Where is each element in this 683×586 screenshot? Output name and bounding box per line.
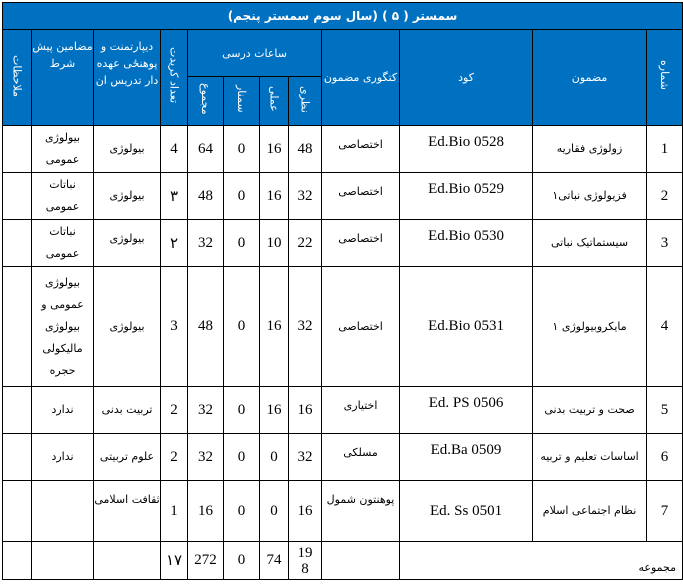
header-seminar: سمنار [224,77,260,126]
row-department: ثقافت اسلامی [94,481,161,542]
totals-department-empty [94,542,161,580]
row-number: 7 [647,481,683,542]
row-subject: نظام اجتماعی اسلام [533,481,647,542]
totals-seminar: 0 [224,542,260,580]
row-credits: ۳ [161,173,188,220]
row-code: Ed.Bio 0528 [400,126,533,173]
row-notes [3,220,32,267]
row-subject: زولوژی فقاریه [533,126,647,173]
table-row [3,220,683,267]
row-prerequisite [32,481,94,542]
row-code: Ed.Bio 0529 [400,173,533,220]
curriculum-table-container [2,2,677,584]
row-seminar: 0 [224,220,260,267]
row-code: Ed.Bio 0531 [400,267,533,387]
row-theory: 32 [289,267,322,387]
row-theory: 22 [289,220,322,267]
row-department: بیولوژی [94,173,161,220]
row-total: 48 [188,267,224,387]
row-credits: 2 [161,434,188,481]
semester-table [2,2,683,580]
row-credits: 1 [161,481,188,542]
row-practical: 10 [260,220,289,267]
row-seminar: 0 [224,173,260,220]
row-notes [3,481,32,542]
table-row [3,434,683,481]
row-category: پوهنتون شمول [322,481,400,542]
row-notes [3,434,32,481]
row-notes [3,126,32,173]
row-credits: 3 [161,267,188,387]
row-subject: اساسات تعلیم و تربیه [533,434,647,481]
table-row [3,173,683,220]
row-total: 32 [188,220,224,267]
row-prerequisite: نباتات عمومی [32,220,94,267]
semester-title: سمستر ( ۵ ) (سال سوم سمستر پنجم) [3,3,683,30]
row-department: بیولوژی [94,126,161,173]
header-hours-group: ساعات درسی [188,30,322,77]
totals-notes-empty [3,542,32,580]
row-subject: صحت و تربیت بدنی [533,387,647,434]
row-theory: 16 [289,387,322,434]
row-category: مسلکی [322,434,400,481]
row-number: 1 [647,126,683,173]
totals-theory: 198 [289,542,322,580]
row-practical: 0 [260,434,289,481]
row-subject: مایکروبیولوژی ۱ [533,267,647,387]
row-notes [3,267,32,387]
row-prerequisite: ندارد [32,434,94,481]
row-category: اختصاصی [322,220,400,267]
row-number: 2 [647,173,683,220]
row-practical: 0 [260,481,289,542]
row-notes [3,387,32,434]
totals-credits: ۱۷ [161,542,188,580]
header-theory: نظری [289,77,322,126]
row-credits: ۲ [161,220,188,267]
row-code: Ed. PS 0506 [400,387,533,434]
row-seminar: 0 [224,126,260,173]
totals-practical: 74 [260,542,289,580]
totals-category-empty [322,542,400,580]
row-practical: 16 [260,126,289,173]
totals-total: 272 [188,542,224,580]
row-category: اختصاصی [322,126,400,173]
row-theory: 32 [289,434,322,481]
row-theory: 32 [289,173,322,220]
row-department: بیولوژی [94,220,161,267]
row-total: 16 [188,481,224,542]
row-department: تربیت بدنی [94,387,161,434]
row-category: اختیاری [322,387,400,434]
totals-prerequisite-empty [32,542,94,580]
row-seminar: 0 [224,434,260,481]
row-prerequisite: نباتات عمومی [32,173,94,220]
row-notes [3,173,32,220]
totals-label: مجموعه [400,542,683,580]
row-number: 3 [647,220,683,267]
row-code: Ed. Ss 0501 [400,481,533,542]
row-prerequisite: بیولوژی عمومی و بیولوژی مالیکولی حجره [32,267,94,387]
row-total: 64 [188,126,224,173]
table-row [3,267,683,387]
row-department: علوم تربیتی [94,434,161,481]
header-subject: مضمون [533,30,647,126]
table-row [3,481,683,542]
header-credits: تعداد کریدت [161,30,188,126]
row-number: 4 [647,267,683,387]
row-subject: سیستماتیک نباتی [533,220,647,267]
row-theory: 48 [289,126,322,173]
header-code: کود [400,30,533,126]
row-category: اختصاصی [322,267,400,387]
header-prerequisite: مضامین پیش شرط [32,30,94,126]
row-number: 6 [647,434,683,481]
table-row [3,387,683,434]
row-code: Ed.Ba 0509 [400,434,533,481]
row-practical: 16 [260,267,289,387]
row-credits: 2 [161,387,188,434]
row-total: 32 [188,387,224,434]
row-theory: 16 [289,481,322,542]
row-department: بیولوژی [94,267,161,387]
row-seminar: 0 [224,387,260,434]
row-practical: 16 [260,387,289,434]
header-department: دیپارتمنت و پوهنځی عهده دار تدریس ان [94,30,161,126]
header-total: مجموع [188,77,224,126]
header-number: شماره [647,30,683,126]
row-code: Ed.Bio 0530 [400,220,533,267]
header-practical: عملی [260,77,289,126]
row-credits: 4 [161,126,188,173]
header-category: کتگوری مضمون [322,30,400,126]
row-prerequisite: ندارد [32,387,94,434]
row-category: اختصاصی [322,173,400,220]
row-seminar: 0 [224,267,260,387]
row-subject: فزیولوژی نباتی۱ [533,173,647,220]
totals-row [3,542,683,580]
row-seminar: 0 [224,481,260,542]
row-total: 32 [188,434,224,481]
row-practical: 16 [260,173,289,220]
row-total: 48 [188,173,224,220]
table-row [3,126,683,173]
row-number: 5 [647,387,683,434]
header-notes: ملاحظات [3,30,32,126]
row-prerequisite: بیولوژی عمومی [32,126,94,173]
